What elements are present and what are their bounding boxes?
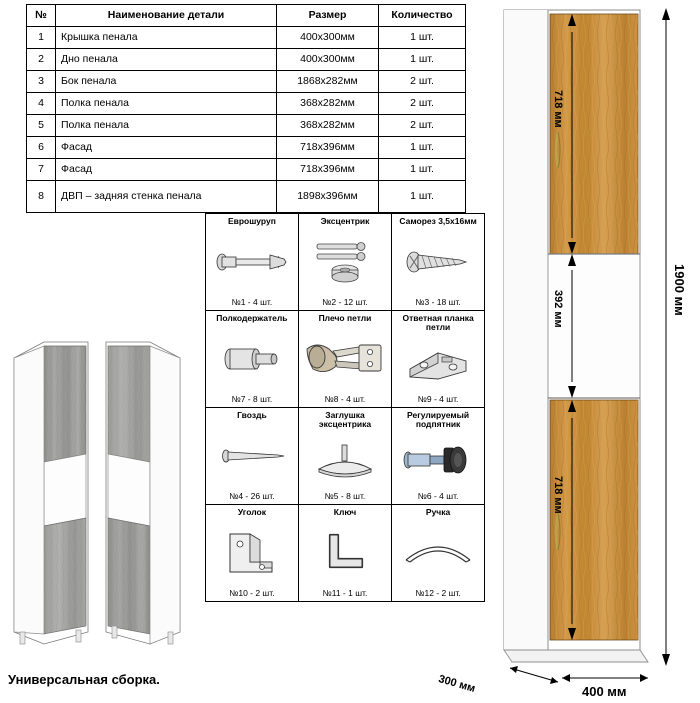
hinge-plate-icon: [394, 333, 482, 394]
cell-qty: 2 шт.: [379, 115, 466, 137]
adjustable-foot-icon: [394, 430, 482, 491]
hardware-cell-corner-bracket: [206, 505, 299, 602]
hardware-cell-nail: [206, 408, 299, 505]
table-row: [27, 115, 466, 137]
cell-number: 4: [27, 93, 56, 115]
hardware-title: Заглушка эксцентрика: [318, 410, 372, 430]
grey-cabinet-right: [106, 342, 180, 644]
hardware-qty: №5 - 8 шт.: [324, 491, 366, 501]
dimension-door-top: 718 мм: [552, 90, 564, 128]
cell-size: 1868х282мм: [277, 71, 379, 93]
cell-name: Крышка пенала: [56, 27, 277, 49]
hardware-row: [206, 214, 485, 311]
hardware-cell-cam-lock: [298, 214, 391, 311]
table-row: [27, 93, 466, 115]
hardware-title: Плечо петли: [318, 313, 372, 323]
hardware-title: Ключ: [333, 507, 357, 517]
hardware-title: Еврошуруп: [227, 216, 276, 226]
cell-name: Бок пенала: [56, 71, 277, 93]
cell-number: 6: [27, 137, 56, 159]
col-header-number: №: [27, 5, 56, 27]
euro-screw-icon: [208, 226, 296, 297]
dimension-open-middle: 392 мм: [552, 290, 564, 328]
hardware-title: Ответная планка петли: [402, 313, 474, 333]
hardware-qty: №8 - 4 шт.: [324, 394, 366, 404]
table-row: [27, 181, 466, 213]
col-header-size: Размер: [277, 5, 379, 27]
cell-number: 2: [27, 49, 56, 71]
table-row: [27, 159, 466, 181]
handle-icon: [394, 517, 482, 588]
cell-size: 1898х396мм: [277, 181, 379, 213]
table-row: [27, 71, 466, 93]
cell-name: Фасад: [56, 159, 277, 181]
hardware-title: Уголок: [237, 507, 266, 517]
hardware-qty: №4 - 26 шт.: [229, 491, 275, 501]
dimension-total-height: 1900 мм: [672, 264, 687, 316]
dimension-depth: 300 мм: [437, 673, 477, 695]
cell-size: 718х396мм: [277, 159, 379, 181]
hinge-arm-icon: [301, 323, 389, 394]
hardware-cell-handle: [392, 505, 485, 602]
hardware-cell-cam-cover: [298, 408, 391, 505]
cell-number: 5: [27, 115, 56, 137]
table-row: [27, 27, 466, 49]
parts-table: [26, 4, 466, 213]
hardware-cell-self-tapping-screw: [392, 214, 485, 311]
hardware-cell-shelf-support: [206, 311, 299, 408]
dimension-door-bottom: 718 мм: [552, 476, 564, 514]
hardware-title: Эксцентрик: [320, 216, 370, 226]
cell-size: 400х300мм: [277, 49, 379, 71]
hardware-title: Гвоздь: [237, 410, 267, 420]
hardware-qty: №3 - 18 шт.: [415, 297, 461, 307]
cell-number: 1: [27, 27, 56, 49]
hardware-cell-euro-screw: [206, 214, 299, 311]
hardware-qty: №11 - 1 шт.: [322, 588, 368, 598]
cell-qty: 2 шт.: [379, 93, 466, 115]
hardware-cell-hinge-arm: [298, 311, 391, 408]
cell-qty: 1 шт.: [379, 27, 466, 49]
cell-number: 8: [27, 181, 56, 213]
cell-qty: 1 шт.: [379, 159, 466, 181]
hardware-qty: №10 - 2 шт.: [229, 588, 275, 598]
grey-cabinet-left: [14, 342, 88, 644]
shelf-support-icon: [208, 323, 296, 394]
cam-lock-icon: [301, 226, 389, 297]
cell-size: 718х396мм: [277, 137, 379, 159]
cell-qty: 1 шт.: [379, 181, 466, 213]
table-header-row: [27, 5, 466, 27]
cell-size: 368х282мм: [277, 115, 379, 137]
allen-key-icon: [301, 517, 389, 588]
hardware-title: Регулируемый подпятник: [407, 410, 470, 430]
nail-icon: [208, 420, 296, 491]
hardware-qty: №12 - 2 шт.: [415, 588, 461, 598]
table-row: [27, 137, 466, 159]
col-header-qty: Количество: [379, 5, 466, 27]
self-tapping-screw-icon: [394, 226, 482, 297]
cell-name: Дно пенала: [56, 49, 277, 71]
hardware-row: [206, 311, 485, 408]
hardware-row: [206, 408, 485, 505]
hardware-title: Саморез 3,5х16мм: [399, 216, 477, 226]
hardware-row: [206, 505, 485, 602]
hardware-title: Полкодержатель: [216, 313, 288, 323]
cell-qty: 1 шт.: [379, 137, 466, 159]
cell-size: 400х300мм: [277, 27, 379, 49]
hardware-cell-allen-key: [298, 505, 391, 602]
hardware-cell-adjustable-foot: [392, 408, 485, 505]
hardware-title: Ручка: [425, 507, 451, 517]
hardware-table: [205, 213, 485, 602]
table-row: [27, 49, 466, 71]
corner-bracket-icon: [208, 517, 296, 588]
col-header-name: Наименование детали: [56, 5, 277, 27]
cell-number: 3: [27, 71, 56, 93]
cell-name: Полка пенала: [56, 115, 277, 137]
cell-name: Фасад: [56, 137, 277, 159]
dimension-width: 400 мм: [582, 684, 627, 699]
cell-number: 7: [27, 159, 56, 181]
hardware-qty: №7 - 8 шт.: [231, 394, 273, 404]
cell-qty: 2 шт.: [379, 71, 466, 93]
cam-cover-icon: [301, 430, 389, 491]
cell-size: 368х282мм: [277, 93, 379, 115]
cell-name: Полка пенала: [56, 93, 277, 115]
grey-cabinet-illustration: [8, 332, 198, 662]
hardware-qty: №2 - 12 шт.: [322, 297, 368, 307]
cell-qty: 1 шт.: [379, 49, 466, 71]
hardware-qty: №9 - 4 шт.: [417, 394, 459, 404]
hardware-qty: №6 - 4 шт.: [417, 491, 459, 501]
page-caption: Универсальная сборка.: [8, 672, 160, 687]
cell-name: ДВП – задняя стенка пенала: [56, 181, 277, 213]
hardware-cell-hinge-plate: [392, 311, 485, 408]
hardware-qty: №1 - 4 шт.: [231, 297, 273, 307]
